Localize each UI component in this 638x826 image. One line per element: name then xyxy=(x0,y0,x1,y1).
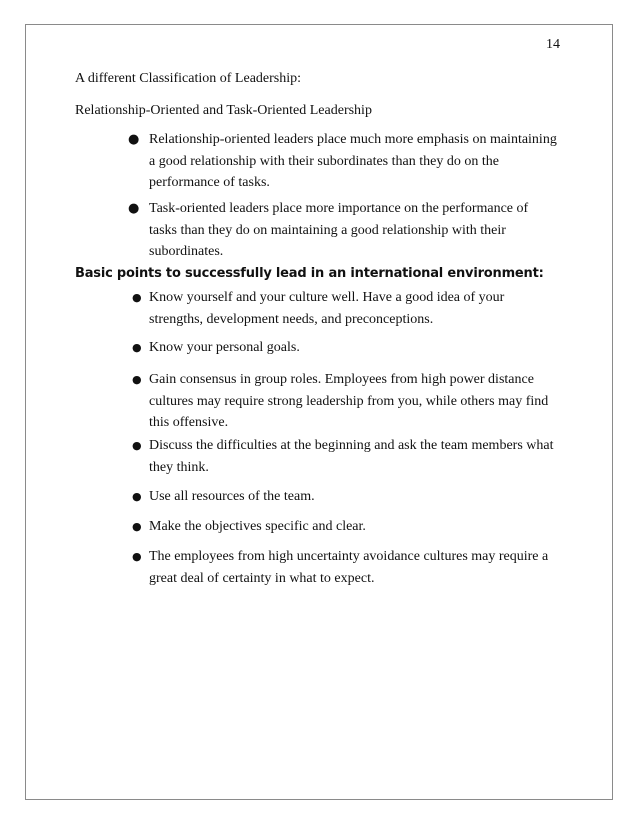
bullet-icon: ● xyxy=(132,439,142,452)
list-item-text: Task-oriented leaders place more importance on the performance of tasks than they do on maintaining a good relationship with their subordinates. xyxy=(149,201,529,259)
heading-classification: A different Classification of Leadership: xyxy=(75,71,302,86)
list-item-text: Use all resources of the team. xyxy=(149,489,315,504)
list-item-text: Discuss the difficulties at the beginning and ask the team members what they think. xyxy=(149,438,554,475)
bullet-icon: ● xyxy=(132,490,142,503)
list-item-text: Relationship-oriented leaders place much more emphasis on maintaining a good relationship with their subordinates than they do on the performance of tasks. xyxy=(149,132,557,190)
bullet-icon: ● xyxy=(128,201,140,216)
bullet-icon: ● xyxy=(132,373,142,386)
page-number: 14 xyxy=(546,37,560,52)
bullet-icon: ● xyxy=(132,341,142,354)
list-item-text: Know your personal goals. xyxy=(149,340,300,355)
bullet-icon: ● xyxy=(132,291,142,304)
list-item-text: Know yourself and your culture well. Have a good idea of your strengths, development needs, and preconceptions. xyxy=(149,290,505,327)
list-item-text: Make the objectives specific and clear. xyxy=(149,519,366,534)
list-item-text: Gain consensus in group roles. Employees from high power distance cultures may require strong leadership from you, while others may find this offensive. xyxy=(149,372,549,430)
section-heading-international: Basic points to successfully lead in an international environment: xyxy=(75,266,544,281)
bullet-icon: ● xyxy=(132,520,142,533)
heading-relationship-task: Relationship-Oriented and Task-Oriented Leadership xyxy=(75,103,372,118)
bullet-icon: ● xyxy=(128,132,140,147)
list-item-text: The employees from high uncertainty avoidance cultures may require a great deal of certainty in what to expect. xyxy=(149,549,549,586)
bullet-icon: ● xyxy=(132,550,142,563)
